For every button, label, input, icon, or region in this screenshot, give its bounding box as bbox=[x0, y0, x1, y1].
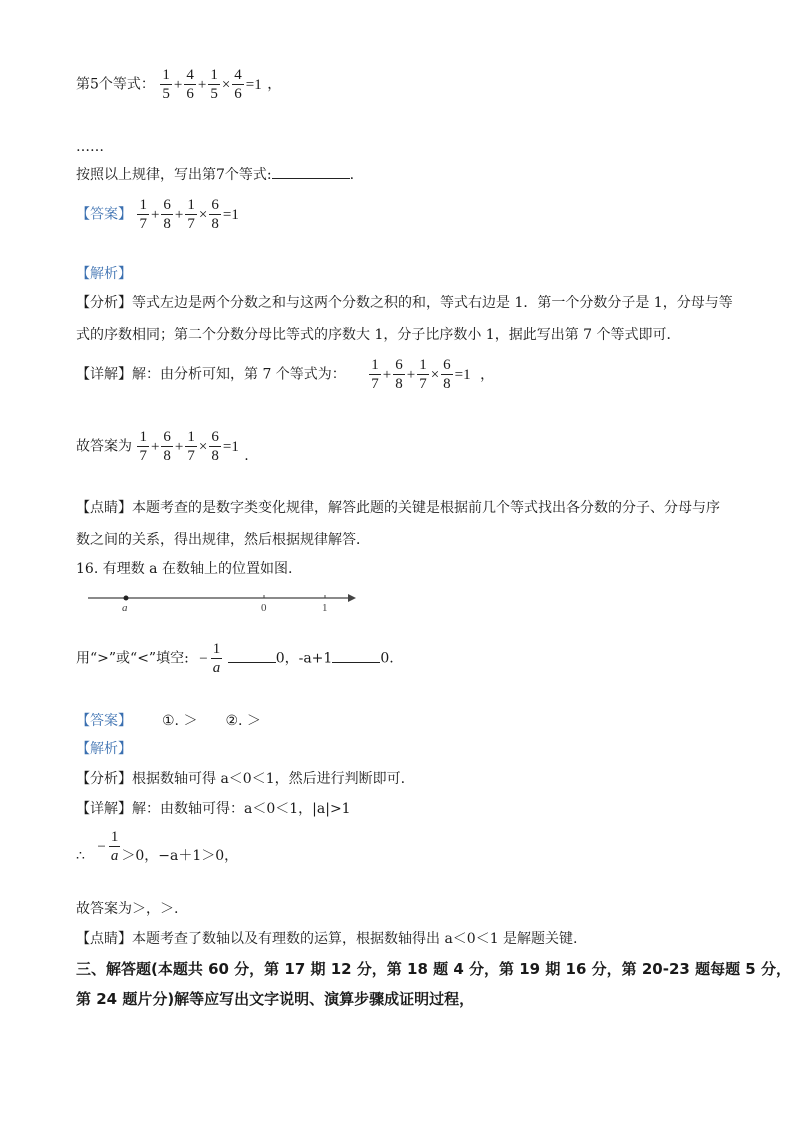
equation-5: $\frac{1}{5}$ + $\frac{4}{6}$ + $\frac{1}{5}$ × $\frac{4}{6}$ =1 bbox=[162, 67, 262, 102]
label-0: 0 bbox=[261, 602, 267, 614]
label-1: 1 bbox=[322, 602, 328, 614]
fraction: $\frac{4}{6}$ bbox=[234, 67, 242, 102]
equation-7: $\frac{1}{7}$ + $\frac{6}{8}$ + $\frac{1}{7}$ × $\frac{6}{8}$ =1 bbox=[139, 197, 239, 232]
answer-label: 【答案】 bbox=[76, 206, 132, 223]
q16-fenxi: 【分析】根据数轴可得 a＜0＜1，然后进行判断即可. bbox=[76, 771, 406, 787]
analysis-label: 【解析】 bbox=[76, 266, 132, 282]
q16-analysis-label: 【解析】 bbox=[76, 741, 132, 757]
fraction-1-over-a: $\frac{1}{a}$ bbox=[110, 829, 119, 864]
equation-7-final: $\frac{1}{7}$ + $\frac{6}{8}$ + $\frac{1}{7}$ × $\frac{6}{8}$ =1 bbox=[139, 429, 239, 464]
fraction: $\frac{4}{6}$ bbox=[186, 67, 194, 102]
section-3-heading-line-2: 第 24 题片分)解等应写出文字说明、演算步骤成证明过程， bbox=[76, 990, 475, 1008]
q16-gu-answer: 故答案为＞，＞. bbox=[76, 901, 179, 917]
q16-dianjing: 【点睛】本题考查了数轴以及有理数的运算，根据数轴得出 a＜0＜1 是解题关键. bbox=[76, 931, 578, 947]
fenxi-line-1: 【分析】等式左边是两个分数之和与这两个分数之积的和，等式右边是 1．第一个分数分子是 1，分母与等 bbox=[76, 295, 733, 311]
section-3-heading-line-1: 三、解答题(本题共 60 分，第 17 期 12 分，第 18 题 4 分，第 19 期 16 分，第 20-23 题每题 5 分， bbox=[76, 960, 791, 978]
equation-5-line bbox=[76, 66, 281, 103]
equation-5-suffix: ， bbox=[267, 76, 282, 93]
question-15-prompt: 按照以上规律，写出第7个等式: . bbox=[76, 164, 354, 184]
dianjing-line-2: 数之间的关系，得出规律，然后根据规律解答． bbox=[76, 532, 370, 548]
question-16-fill: 用“>”或“<”填空: − $\frac{1}{a}$ 0，-a+1 0. bbox=[76, 641, 394, 676]
answer-blank-2 bbox=[332, 648, 380, 663]
question-16-title: 16. 有理数 a 在数轴上的位置如图. bbox=[76, 561, 293, 577]
ellipsis: …… bbox=[76, 139, 104, 155]
answer-blank bbox=[272, 164, 350, 179]
q16-xiangjie: 【详解】解：由数轴可得：a＜0＜1，|a|>1 bbox=[76, 801, 351, 817]
fenxi-line-2: 式的序数相同；第二个分数分母比等式的序数大 1，分子比序数小 1，据此写出第 7 个等式即可． bbox=[76, 327, 681, 343]
xiangjie-line: 【详解】解：由分析可知，第 7 个等式为： $\frac{1}{7}$ + $\frac{6}{8}$ + $\frac{1}{7}$ × $\frac{6}{8}$ =1 ， bbox=[76, 357, 495, 392]
equation-7-detail: $\frac{1}{7}$ + $\frac{6}{8}$ + $\frac{1}{7}$ × $\frac{6}{8}$ =1 bbox=[371, 357, 471, 392]
dianjing-line-1: 【点睛】本题考查的是数字类变化规律，解答此题的关键是根据前几个等式找出各分数的分子、分母与序 bbox=[76, 500, 720, 516]
fraction: $\frac{1}{5}$ bbox=[210, 67, 218, 102]
q16-result: ∴ − $\frac{1}{a}$ ＞0，−a＋1＞0， bbox=[76, 829, 239, 864]
equation-5-prefix: 第5个等式： bbox=[76, 76, 155, 93]
point-a bbox=[124, 596, 129, 601]
q16-answer-line: 【答案】 ①. ＞ ②. ＞ bbox=[76, 713, 261, 729]
label-a: a bbox=[122, 602, 128, 614]
answer-blank-1 bbox=[228, 648, 276, 663]
answer-line bbox=[76, 196, 240, 233]
gu-answer-line: 故答案为 $\frac{1}{7}$ + $\frac{6}{8}$ + $\frac{1}{7}$ × $\frac{6}{8}$ =1 . bbox=[76, 429, 249, 464]
number-line bbox=[86, 588, 358, 616]
fraction-1-over-a: $\frac{1}{a}$ bbox=[212, 641, 221, 676]
fraction: $\frac{1}{5}$ bbox=[162, 67, 170, 102]
